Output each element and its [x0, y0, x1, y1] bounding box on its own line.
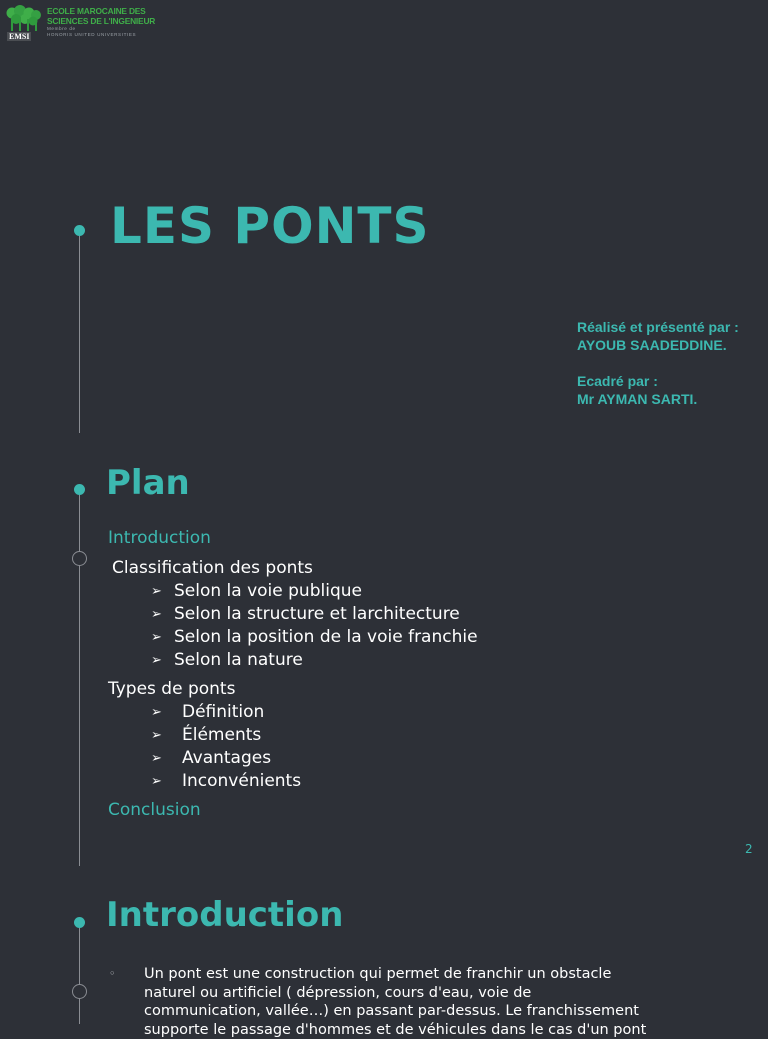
page-number: 2 — [745, 842, 753, 856]
slide-title — [0, 0, 768, 433]
circle-bullet-icon: ◦ — [109, 967, 116, 980]
plan-subitem: ➢ Selon la nature — [108, 649, 478, 672]
plan-subitem: ➢ Selon la voie publique — [108, 580, 478, 603]
realise-label: Réalisé et présenté par : — [577, 318, 739, 336]
arrow-bullet-icon: ➢ — [151, 701, 162, 724]
logo-line3: Membre de — [47, 26, 155, 32]
timeline-dot — [74, 225, 85, 236]
plan-item-types: Types de ponts — [108, 678, 478, 701]
logo-text — [47, 6, 155, 38]
timeline-ring — [72, 984, 87, 999]
timeline-line — [79, 922, 80, 1024]
credits — [577, 318, 739, 408]
emsi-logo — [5, 5, 161, 43]
plan-subitem: ➢ Inconvénients — [108, 770, 478, 793]
timeline-line — [79, 489, 80, 866]
plan-list — [108, 527, 478, 822]
plan-subitem: ➢ Définition — [108, 701, 478, 724]
encadre-label: Ecadré par : — [577, 372, 739, 390]
logo-line2: SCIENCES DE L'INGENIEUR — [47, 16, 155, 26]
supervisor-name: Mr AYMAN SARTI. — [577, 390, 739, 408]
timeline-dot — [74, 917, 85, 928]
timeline-dot — [74, 484, 85, 495]
paragraph-line: naturel ou artificiel ( dépression, cours d'eau, voie de — [144, 984, 664, 1003]
logo-line1: ECOLE MAROCAINE DES — [47, 6, 155, 16]
arrow-bullet-icon: ➢ — [151, 580, 162, 603]
plan-item-conclusion: Conclusion — [108, 799, 478, 822]
timeline-line — [79, 230, 80, 433]
paragraph-line: supporte le passage d'hommes et de véhicules dans le cas d'un pont — [144, 1021, 664, 1039]
paragraph-line: Un pont est une construction qui permet de franchir un obstacle — [144, 965, 664, 984]
plan-subitem: ➢ Selon la position de la voie franchie — [108, 626, 478, 649]
plan-subitem: ➢ Éléments — [108, 724, 478, 747]
emsi-label: EMSI — [7, 32, 31, 41]
plan-item-classification: Classification des ponts — [108, 557, 478, 580]
logo-line4: HONORIS UNITED UNIVERSITIES — [47, 32, 155, 38]
slide-introduction — [0, 866, 768, 1024]
introduction-paragraph — [144, 965, 664, 1039]
arrow-bullet-icon: ➢ — [151, 770, 162, 793]
timeline-ring — [72, 551, 87, 566]
paragraph-line: communication, vallée…) en passant par-dessus. Le franchissement — [144, 1002, 664, 1021]
arrow-bullet-icon: ➢ — [151, 747, 162, 770]
arrow-bullet-icon: ➢ — [151, 603, 162, 626]
plan-subitem: ➢ Selon la structure et larchitecture — [108, 603, 478, 626]
arrow-bullet-icon: ➢ — [151, 724, 162, 747]
plan-item-introduction: Introduction — [108, 527, 478, 550]
introduction-title: Introduction — [106, 894, 343, 936]
trees-icon — [5, 5, 43, 33]
author-name: AYOUB SAADEDDINE. — [577, 336, 739, 354]
plan-subitem: ➢ Avantages — [108, 747, 478, 770]
main-title: LES PONTS — [110, 196, 430, 256]
plan-title: Plan — [106, 463, 190, 503]
arrow-bullet-icon: ➢ — [151, 626, 162, 649]
arrow-bullet-icon: ➢ — [151, 649, 162, 672]
slide-plan — [0, 433, 768, 866]
